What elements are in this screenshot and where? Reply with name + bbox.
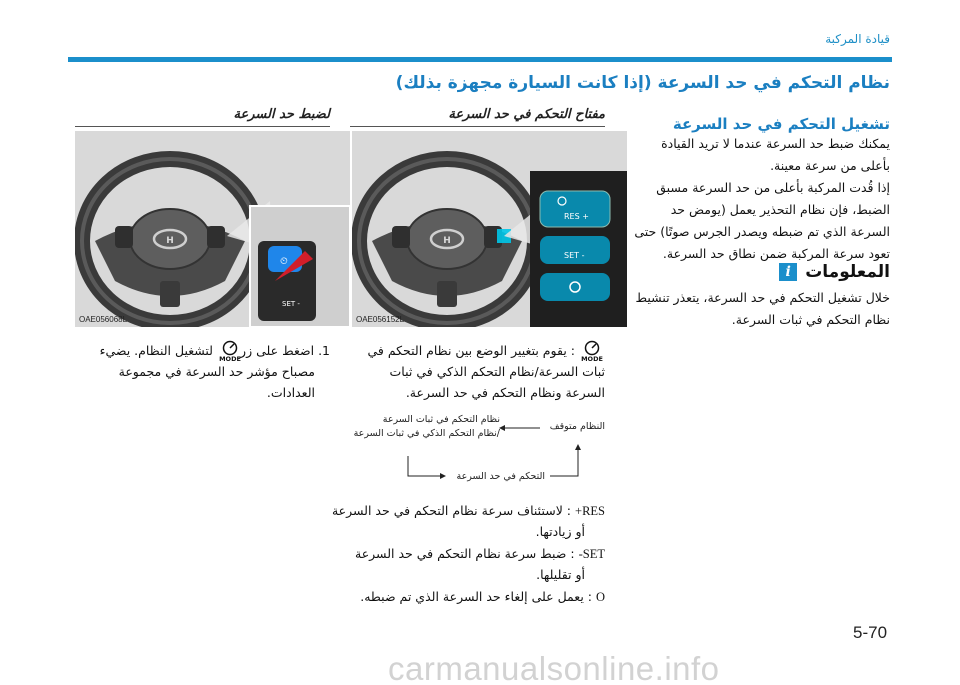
mode-desc-line: السرعة ونظام التحكم في حد السرعة. bbox=[405, 385, 605, 400]
res-item bbox=[332, 500, 605, 522]
paragraph-line: بأعلى من سرعة معينة. bbox=[770, 158, 890, 173]
paragraph-line: إذا قُدت المركبة بأعلى من حد السرعة مسبق bbox=[656, 180, 890, 195]
left-heading-rule bbox=[75, 126, 330, 127]
res-desc-cont: أو زيادتها. bbox=[535, 524, 585, 539]
set-desc-cont: أو تقليلها. bbox=[536, 567, 585, 582]
mode-icon-wrap bbox=[579, 340, 605, 362]
header-rule bbox=[68, 57, 892, 62]
step-text: لتشغيل النظام. يضيء bbox=[99, 343, 213, 358]
cancel-item bbox=[360, 586, 605, 608]
set-desc: : ضبط سرعة نظام التحكم في حد السرعة bbox=[355, 546, 575, 561]
page-title: نظام التحكم في حد السرعة (إذا كانت السيارة مجهزة بذلك) bbox=[395, 73, 890, 93]
step-text: مصباح مؤشر حد السرعة في مجموعة bbox=[118, 364, 315, 379]
svg-text:H: H bbox=[166, 236, 174, 246]
mode-icon-label: MODE bbox=[219, 355, 241, 362]
watermark: carmanualsonline.info bbox=[388, 650, 720, 685]
step-text: العدادات. bbox=[266, 385, 315, 400]
step-text: اضغط على زر bbox=[240, 343, 315, 358]
cancel-desc: : يعمل على إلغاء حد السرعة الذي تم ضبطه. bbox=[360, 589, 592, 604]
left-column-heading: لضبط حد السرعة bbox=[233, 107, 330, 122]
set-key: SET- bbox=[578, 547, 605, 561]
diagram-label-off: النظام متوقف bbox=[549, 421, 605, 432]
speed-limit-mode-icon bbox=[579, 340, 605, 362]
speed-limit-mode-icon bbox=[217, 340, 243, 362]
info-icon: i bbox=[779, 263, 797, 281]
mode-icon-wrap bbox=[217, 340, 243, 362]
steering-wheel-photo-left bbox=[75, 131, 350, 327]
info-line: نظام التحكم في ثبات السرعة. bbox=[731, 312, 890, 327]
steering-wheel-illustration bbox=[75, 131, 350, 327]
middle-column-heading: مفتاح التحكم في حد السرعة bbox=[448, 107, 605, 122]
image-caption: OAE056068L bbox=[79, 315, 128, 324]
paragraph-line: تعود سرعة المركبة ضمن نطاق حد السرعة. bbox=[662, 246, 890, 261]
mode-cycle-arrows bbox=[400, 418, 600, 488]
res-key: RES+ bbox=[575, 504, 605, 518]
middle-heading-rule bbox=[350, 126, 605, 127]
intro-paragraph bbox=[620, 133, 890, 265]
step-1 bbox=[240, 340, 330, 361]
right-column-heading: تشغيل التحكم في حد السرعة bbox=[672, 115, 890, 133]
steering-wheel-photo-middle bbox=[352, 131, 627, 327]
section-title: قيادة المركبة bbox=[825, 32, 890, 46]
svg-text:SET -: SET - bbox=[564, 251, 585, 260]
svg-text:SET -: SET - bbox=[282, 300, 300, 308]
page-number: 5-70 bbox=[853, 623, 888, 642]
diagram-label-limit: التحكم في حد السرعة bbox=[456, 471, 545, 482]
info-title: المعلومات bbox=[805, 262, 890, 282]
res-desc: : لاستئناف سرعة نظام التحكم في حد السرعة bbox=[331, 503, 572, 518]
diagram-line: نظام التحكم في ثبات السرعة bbox=[382, 414, 500, 425]
svg-text:⏲: ⏲ bbox=[280, 256, 288, 267]
mode-icon-label: MODE bbox=[581, 355, 603, 362]
set-item bbox=[355, 543, 605, 565]
step-number: 1. bbox=[318, 343, 330, 358]
image-caption: OAE056152L bbox=[356, 315, 405, 324]
mode-desc-line: ثبات السرعة/نظام التحكم الذكي في ثبات bbox=[389, 364, 605, 379]
paragraph-line: الضبط، فإن نظام التحذير يعمل (يومض حد bbox=[670, 202, 890, 217]
diagram-line: /نظام التحكم الذكي في ثبات السرعة bbox=[353, 428, 500, 439]
svg-text:RES +: RES + bbox=[564, 212, 589, 221]
svg-text:H: H bbox=[443, 236, 451, 246]
steering-wheel-illustration bbox=[352, 131, 627, 327]
paragraph-line: يمكنك ضبط حد السرعة عندما لا تريد القيادة bbox=[661, 136, 890, 151]
info-paragraph bbox=[620, 287, 890, 331]
info-box-header bbox=[779, 262, 890, 282]
cancel-key: O bbox=[595, 590, 605, 604]
paragraph-line: السرعة الذي تم ضبطه ويصدر الجرس صوتًا) حتى bbox=[634, 224, 890, 239]
info-line: خلال تشغيل التحكم في حد السرعة، يتعذر تنشيط bbox=[635, 290, 890, 305]
mode-desc-line: : يقوم بتغيير الوضع بين نظام التحكم في bbox=[367, 343, 575, 358]
